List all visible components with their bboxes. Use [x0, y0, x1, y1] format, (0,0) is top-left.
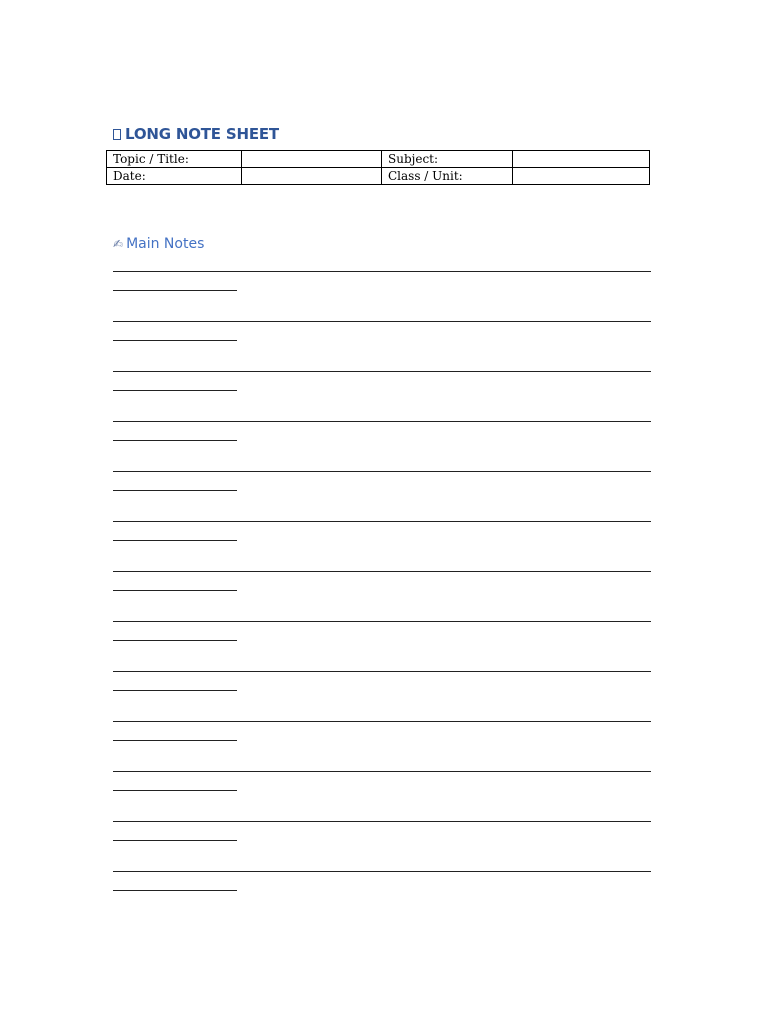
- pencil-icon: ✍: [113, 237, 124, 251]
- page-title-text: LONG NOTE SHEET: [125, 125, 279, 143]
- writing-line-continuation[interactable]: [113, 790, 237, 791]
- writing-line[interactable]: [113, 521, 651, 522]
- writing-line[interactable]: [113, 571, 651, 572]
- page-title: [113, 125, 279, 143]
- writing-line-continuation[interactable]: [113, 290, 237, 291]
- writing-line[interactable]: [113, 821, 651, 822]
- writing-line[interactable]: [113, 371, 651, 372]
- main-notes-heading-text: Main Notes: [126, 236, 205, 252]
- writing-line-continuation[interactable]: [113, 340, 237, 341]
- subject-label: Subject:: [382, 151, 513, 168]
- writing-line[interactable]: [113, 721, 651, 722]
- table-row: [107, 151, 650, 168]
- writing-line-continuation[interactable]: [113, 390, 237, 391]
- writing-line[interactable]: [113, 771, 651, 772]
- writing-line[interactable]: [113, 621, 651, 622]
- writing-line-continuation[interactable]: [113, 540, 237, 541]
- writing-line[interactable]: [113, 321, 651, 322]
- writing-line[interactable]: [113, 871, 651, 872]
- date-field[interactable]: [242, 168, 382, 185]
- writing-line-continuation[interactable]: [113, 890, 237, 891]
- date-label: Date:: [107, 168, 242, 185]
- subject-field[interactable]: [513, 151, 650, 168]
- class-unit-label: Class / Unit:: [382, 168, 513, 185]
- writing-line[interactable]: [113, 271, 651, 272]
- writing-line-continuation[interactable]: [113, 690, 237, 691]
- writing-line[interactable]: [113, 421, 651, 422]
- writing-line-continuation[interactable]: [113, 490, 237, 491]
- writing-line-continuation[interactable]: [113, 840, 237, 841]
- writing-line-continuation[interactable]: [113, 590, 237, 591]
- main-notes-heading: [113, 236, 204, 252]
- writing-line[interactable]: [113, 471, 651, 472]
- class-unit-field[interactable]: [513, 168, 650, 185]
- writing-line[interactable]: [113, 671, 651, 672]
- table-row: [107, 168, 650, 185]
- info-table: [106, 150, 650, 185]
- document-icon: [113, 129, 121, 140]
- writing-line-continuation[interactable]: [113, 640, 237, 641]
- topic-label: Topic / Title:: [107, 151, 242, 168]
- writing-line-continuation[interactable]: [113, 740, 237, 741]
- topic-field[interactable]: [242, 151, 382, 168]
- writing-line-continuation[interactable]: [113, 440, 237, 441]
